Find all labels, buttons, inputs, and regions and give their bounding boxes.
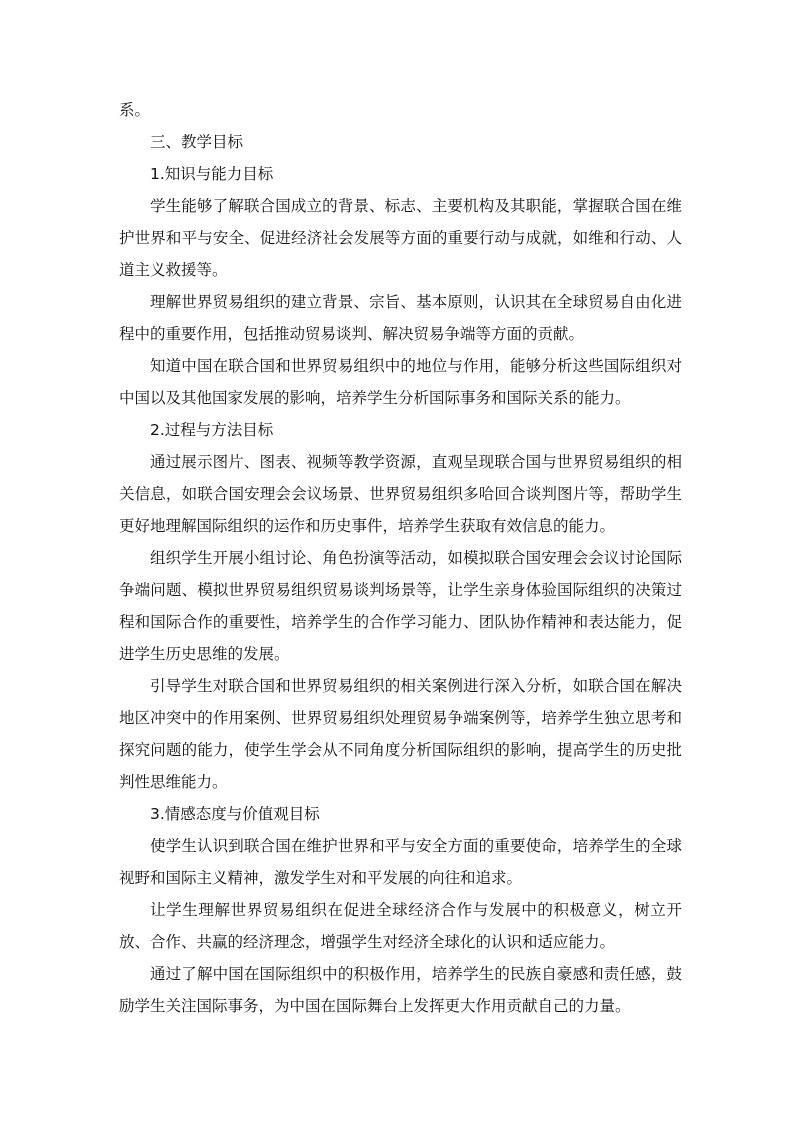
- paragraph: 组织学生开展小组讨论、角色扮演等活动，如模拟联合国安理会会议讨论国际争端问题、模拟世界贸易组织贸易谈判场景等，让学生亲身体验国际组织的决策过程和国际合作的重要性，培养学生的合作学习能力、团队协作精神和表达能力，促进学生历史思维的发展。: [119, 549, 682, 663]
- subsection-heading-knowledge: 1.知识与能力目标: [150, 165, 274, 183]
- paragraph: 知道中国在联合国和世界贸易组织中的地位与作用，能够分析这些国际组织对中国以及其他国家发展的影响，培养学生分析国际事务和国际关系的能力。: [119, 357, 682, 407]
- subsection-heading-values: 3.情感态度与价值观目标: [150, 805, 320, 823]
- document-page: [119, 94, 682, 1022]
- paragraph: 理解世界贸易组织的建立背景、宗旨、基本原则，认识其在全球贸易自由化进程中的重要作用，包括推动贸易谈判、解决贸易争端等方面的贡献。: [119, 293, 682, 343]
- paragraph: 让学生理解世界贸易组织在促进全球经济合作与发展中的积极意义，树立开放、合作、共赢的经济理念，增强学生对经济全球化的认识和适应能力。: [119, 901, 682, 951]
- paragraph: 通过展示图片、图表、视频等教学资源，直观呈现联合国与世界贸易组织的相关信息，如联合国安理会会议场景、世界贸易组织多哈回合谈判图片等，帮助学生更好地理解国际组织的运作和历史事件，培养学生获取有效信息的能力。: [119, 453, 682, 535]
- paragraph: 学生能够了解联合国成立的背景、标志、主要机构及其职能，掌握联合国在维护世界和平与安全、促进经济社会发展等方面的重要行动与成就，如维和行动、人道主义救援等。: [119, 197, 682, 279]
- paragraph: 使学生认识到联合国在维护世界和平与安全方面的重要使命，培养学生的全球视野和国际主义精神，激发学生对和平发展的向往和追求。: [119, 837, 682, 887]
- paragraph: 引导学生对联合国和世界贸易组织的相关案例进行深入分析，如联合国在解决地区冲突中的作用案例、世界贸易组织处理贸易争端案例等，培养学生独立思考和探究问题的能力，使学生学会从不同角度分析国际组织的影响，提高学生的历史批判性思维能力。: [119, 677, 682, 791]
- lead-fragment: 系。: [119, 101, 151, 119]
- subsection-heading-process: 2.过程与方法目标: [150, 421, 274, 439]
- paragraph: 通过了解中国在国际组织中的积极作用，培养学生的民族自豪感和责任感，鼓励学生关注国际事务，为中国在国际舞台上发挥更大作用贡献自己的力量。: [119, 965, 682, 1015]
- section-heading: 三、教学目标: [150, 133, 244, 151]
